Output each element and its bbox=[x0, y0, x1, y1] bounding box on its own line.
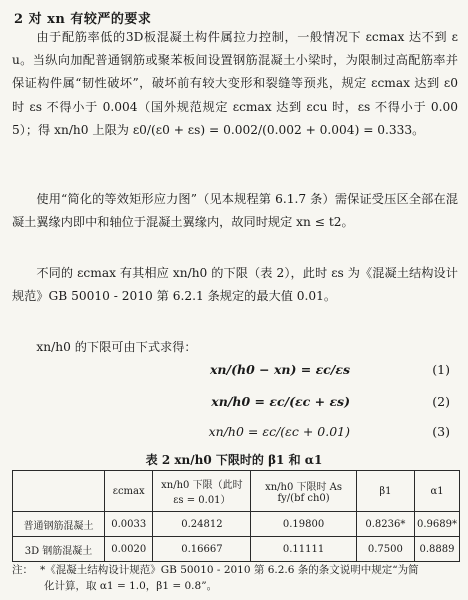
table-header-cell: εcmax bbox=[104, 471, 152, 512]
formula-3 bbox=[0, 424, 468, 448]
section-heading: 2 对 xn 有较严的要求 bbox=[14, 12, 152, 27]
table-cell: 3D 钢筋混凝土 bbox=[13, 537, 105, 562]
note-label: 注： bbox=[12, 564, 33, 576]
formula-3-number: (3) bbox=[432, 424, 450, 439]
table-header-row bbox=[13, 471, 460, 512]
table-cell: 普通钢筋混凝土 bbox=[13, 512, 105, 537]
table-cell: 0.24812 bbox=[153, 512, 251, 537]
table-header-cell: xn/h0 下限（此时 εs = 0.01） bbox=[153, 471, 251, 512]
table-row bbox=[13, 537, 460, 562]
table-header-cell bbox=[13, 471, 105, 512]
paragraph-4: xn/h0 的下限可由下式求得： bbox=[36, 340, 197, 354]
table-header-cell: β1 bbox=[356, 471, 414, 512]
formula-1-number: (1) bbox=[432, 362, 450, 377]
table-row bbox=[13, 512, 460, 537]
table-title: 表 2 xn/h0 下限时的 β1 和 α1 bbox=[145, 453, 323, 467]
paragraph-3: 不同的 εcmax 有其相应 xn/h0 的下限（表 2），此时 εs 为《混凝土结构设计规范》GB 50010 - 2010 第 6.2.1 条规定的最大值 0.01。 bbox=[12, 266, 458, 304]
table-cell: 0.8236* bbox=[356, 512, 414, 537]
table-header-cell: xn/h0 下限时 As fy/(bf ch0) bbox=[251, 471, 356, 512]
table-cell: 0.11111 bbox=[251, 537, 356, 562]
formula-2 bbox=[0, 394, 468, 418]
table-note bbox=[12, 562, 458, 594]
table-header-cell: α1 bbox=[415, 471, 460, 512]
table-cell: 0.7500 bbox=[356, 537, 414, 562]
table-cell: 0.8889 bbox=[415, 537, 460, 562]
formula-2-number: (2) bbox=[432, 394, 450, 409]
table-cell: 0.16667 bbox=[153, 537, 251, 562]
formula-3-expression: xn/h0 = εc/(εc + 0.01) bbox=[208, 424, 350, 439]
table-cell: 0.0020 bbox=[104, 537, 152, 562]
table-cell: 0.9689* bbox=[415, 512, 460, 537]
paragraph-2: 使用“简化的等效矩形应力图”（见本规程第 6.1.7 条）需保证受压区全部在混凝土翼缘内即中和轴位于混凝土翼缘内，故同时规定 xn ≤ t2。 bbox=[12, 192, 458, 230]
formula-2-expression: xn/h0 = εc/(εc + εs) bbox=[211, 394, 350, 409]
data-table bbox=[12, 470, 460, 562]
formula-1 bbox=[0, 362, 468, 386]
table-cell: 0.0033 bbox=[104, 512, 152, 537]
table-cell: 0.19800 bbox=[251, 512, 356, 537]
formula-1-expression: xn/(h0 − xn) = εc/εs bbox=[209, 362, 350, 377]
note-line-1: *《混凝土结构设计规范》GB 50010 - 2010 第 6.2.6 条的条文说明中规定“为简 bbox=[40, 564, 419, 576]
note-line-2: 化计算，取 α1 = 1.0，β1 = 0.8”。 bbox=[44, 580, 218, 592]
paragraph-1: 由于配筋率低的3D板混凝土构件属拉力控制，一般情况下 εcmax 达不到 εu。当纵向加配普通钢筋或聚苯板间设置钢筋混凝土小梁时，为限制过高配筋率并保证构件属“韧性破坏”，破坏前有较大变形和裂缝等预兆，规定 εcmax 达到 ε0 时 εs 不得小于 0.004（国外规范规定 εcmax 达到 εcu 时，εs 不得小于 0.005）；得 xn/h0 上限为 ε0/(ε0 + εs) = 0.002/(0.002 + 0.004) = 0.333。 bbox=[12, 30, 458, 137]
